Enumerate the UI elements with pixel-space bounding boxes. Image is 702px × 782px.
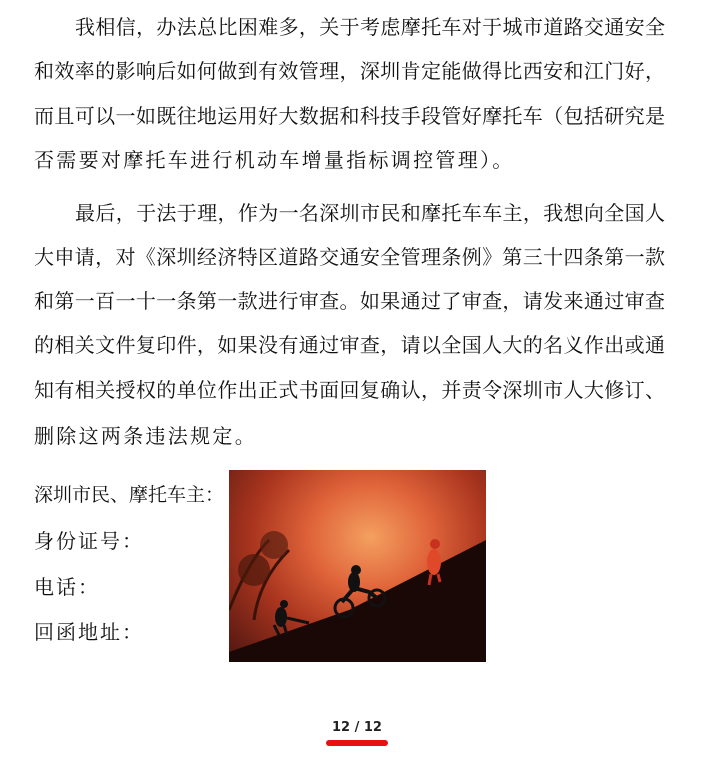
photo-silhouette	[229, 470, 486, 662]
paragraph-1-line-3: 而且可以一如既往地运用好大数据和科技手段管好摩托车（包括研究是	[34, 104, 665, 128]
paragraph-2-line-4: 的相关文件复印件，如果没有通过审查，请以全国人大的名义作出或通	[34, 333, 665, 357]
page-indicator: 12 / 12	[332, 720, 382, 735]
paragraph-1-line-1: 我相信，办法总比困难多，关于考虑摩托车对于城市道路交通安全	[75, 15, 665, 39]
paragraph-2-line-5: 知有相关授权的单位作出正式书面回复确认，并责令深圳市人大修订、	[34, 378, 665, 402]
paragraph-1-line-4: 否需要对摩托车进行机动车增量指标调控管理）。	[34, 148, 515, 172]
citizen-label: 深圳市民、摩托车主：	[34, 484, 225, 506]
paragraph-2-line-6: 删除这两条违法规定。	[34, 424, 257, 448]
paragraph-2-line-3: 和第一百一十一条第一款进行审查。如果通过了审查，请发来通过审查	[34, 289, 665, 313]
paragraph-2-line-2: 大申请，对《深圳经济特区道路交通安全管理条例》第三十四条第一款	[34, 245, 665, 269]
paragraph-1-line-2: 和效率的影响后如何做到有效管理，深圳肯定能做得比西安和江门好，	[34, 59, 665, 83]
id-number-label: 身份证号：	[34, 529, 144, 553]
page-indicator-underline	[326, 740, 388, 746]
reply-address-label: 回函地址：	[34, 620, 144, 644]
phone-label: 电话：	[34, 575, 100, 599]
paragraph-2-line-1: 最后，于法于理，作为一名深圳市民和摩托车车主，我想向全国人	[75, 201, 665, 225]
wildfire-motorcycle-photo	[229, 470, 486, 662]
